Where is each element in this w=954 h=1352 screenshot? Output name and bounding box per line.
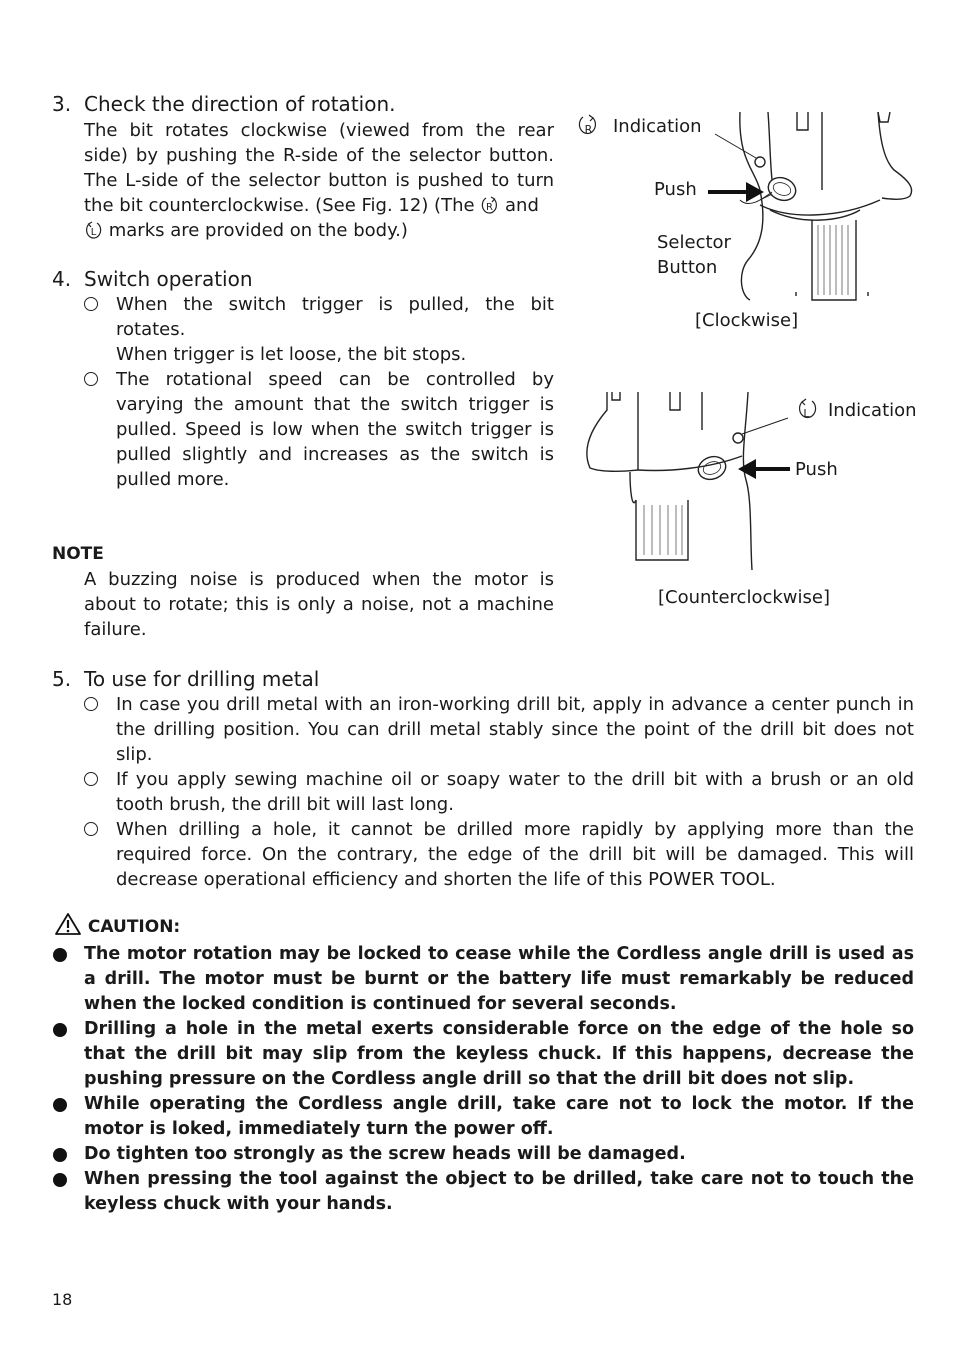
section-3-text: The bit rotates clockwise (viewed from the rear side) by pushing the R-side of the selector button. The L-side of the selector button is pushed to turn the bit counterclockwise. (See Fig. 12) (The R and L marks are provided on the body.): [84, 120, 554, 241]
filled-bullet-icon: [53, 1098, 67, 1112]
warning-triangle-icon: [54, 912, 82, 936]
filled-bullet-icon: [53, 948, 67, 962]
section-title: Check the direction of rotation.: [84, 92, 396, 116]
svg-text:R: R: [486, 202, 494, 213]
list-item: If you apply sewing machine oil or soapy water to the drill bit with a brush or an old tooth brush, the drill bit will last long.: [84, 767, 914, 817]
figure-label-push: Push: [795, 459, 838, 480]
figure-caption: [Counterclockwise]: [658, 587, 830, 608]
r-mark-letter: R: [584, 123, 593, 136]
list-item: The rotational speed can be controlled by varying the amount that the switch trigger is pulled. Speed is low when the switch trigger is pulled slightly and increases as the switch is pulled more.: [84, 367, 554, 492]
list-item: The motor rotation may be locked to cease while the Cordless angle drill is used as a drill. The motor must be burnt or the battery life must remarkably be reduced when the locked condition is continued for several seconds.: [52, 942, 914, 1017]
section-title: Switch operation: [84, 267, 253, 291]
caution-list: [52, 942, 914, 1217]
section-title: To use for drilling metal: [84, 667, 320, 691]
list-item: In case you drill metal with an iron-working drill bit, apply in advance a center punch in the drilling position. You can drill metal stably since the point of the drill bit does not slip.: [84, 692, 914, 767]
selector-button-figure: [560, 100, 954, 620]
circle-bullet-icon: [84, 297, 98, 311]
list-item: Do tighten too strongly as the screw heads will be damaged.: [52, 1142, 914, 1167]
section-4-list: [84, 292, 554, 492]
note-heading: NOTE: [52, 544, 104, 564]
circle-bullet-icon: [84, 697, 98, 711]
section-number: 5.: [52, 667, 72, 691]
list-item: Drilling a hole in the metal exerts considerable force on the edge of the hole so that the drill bit may slip from the keyless chuck. If this happens, decrease the pushing pressure on the Cordless angle drill so that the drill bit does not slip.: [52, 1017, 914, 1092]
note-text: A buzzing noise is produced when the motor is about to rotate; this is only a noise, not a machine failure.: [84, 569, 554, 640]
circle-bullet-icon: [84, 772, 98, 786]
circle-bullet-icon: [84, 372, 98, 386]
section-5-list: [84, 692, 914, 892]
rotation-l-icon: [85, 221, 102, 240]
tool-outline: [740, 112, 763, 300]
figure-label-indication: Indication: [613, 116, 702, 137]
list-item: While operating the Cordless angle drill, take care not to lock the motor. If the motor is loked, immediately turn the power off.: [52, 1092, 914, 1142]
page-number: 18: [52, 1290, 73, 1309]
filled-bullet-icon: [53, 1173, 67, 1187]
section-number: 3.: [52, 92, 72, 116]
push-arrow-icon: [738, 459, 790, 479]
list-item: When drilling a hole, it cannot be drilled more rapidly by applying more than the required force. On the contrary, the edge of the drill bit will be damaged. This will decrease operational efficiency and shorten the life of this POWER TOOL.: [84, 817, 914, 892]
figure-label-push: Push: [654, 179, 697, 200]
svg-text:L: L: [90, 227, 97, 238]
circle-bullet-icon: [84, 822, 98, 836]
figure-label-indication: Indication: [828, 400, 917, 421]
filled-bullet-icon: [53, 1023, 67, 1037]
push-arrow-icon: [708, 182, 764, 202]
l-mark-letter: L: [803, 407, 810, 420]
caution-heading: CAUTION:: [54, 912, 180, 937]
list-item: When pressing the tool against the object to be drilled, take care not to touch the keyless chuck with your hands.: [52, 1167, 914, 1217]
section-number: 4.: [52, 267, 72, 291]
list-item: When the switch trigger is pulled, the bit rotates. When trigger is let loose, the bit stops.: [84, 292, 554, 367]
figure-label-selector-button: Selector Button: [657, 232, 731, 278]
filled-bullet-icon: [53, 1148, 67, 1162]
rotation-r-icon: [481, 196, 498, 215]
figure-caption: [Clockwise]: [695, 310, 799, 331]
